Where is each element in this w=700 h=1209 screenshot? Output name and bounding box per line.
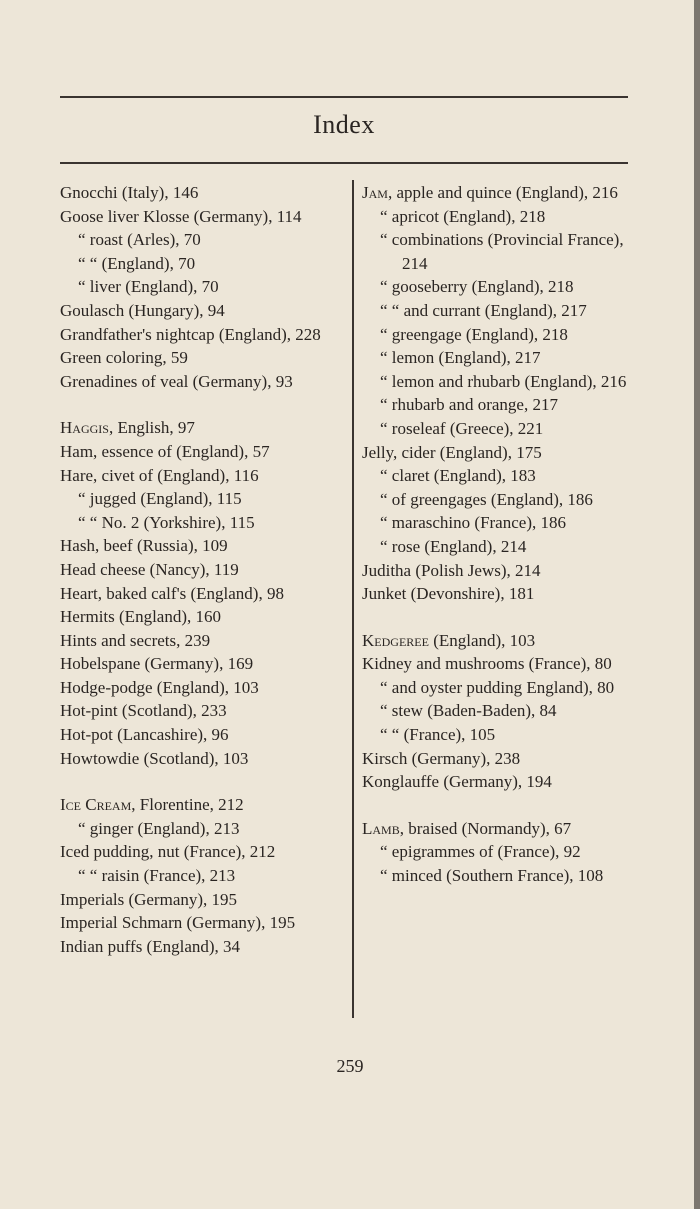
index-entry — [60, 629, 344, 653]
section-gap — [362, 606, 634, 629]
entry-text: “ rhubarb and orange, 217 — [380, 395, 558, 415]
entry-text: “ “ No. 2 (Yorkshire), 115 — [78, 512, 255, 532]
entry-text: Howtowdie (Scotland), 103 — [60, 748, 249, 768]
index-entry — [380, 323, 634, 347]
index-entry — [78, 511, 344, 535]
index-entry — [380, 393, 634, 417]
index-entry — [362, 652, 634, 676]
title-rule — [60, 162, 628, 164]
entry-text: “ ginger (England), 213 — [78, 818, 240, 838]
top-rule — [60, 96, 628, 98]
page-edge-shadow — [694, 0, 700, 1209]
index-entry — [60, 676, 344, 700]
entry-text: “ rose (England), 214 — [380, 536, 527, 556]
index-entry — [380, 676, 634, 700]
index-entry — [60, 747, 344, 771]
entry-lead-word: Jam — [362, 183, 388, 202]
index-entry — [380, 346, 634, 370]
entry-text: Hobelspane (Germany), 169 — [60, 654, 254, 674]
index-entry — [362, 181, 634, 205]
page-number: 259 — [336, 1056, 364, 1076]
entry-text: Hodge-podge (England), 103 — [60, 677, 259, 697]
entry-text: “ roseleaf (Greece), 221 — [380, 418, 544, 438]
entry-text: “ maraschino (France), 186 — [380, 513, 566, 533]
entry-text: “ “ raisin (France), 213 — [78, 866, 236, 886]
index-entry — [60, 605, 344, 629]
index-entry — [60, 299, 344, 323]
entry-text: “ apricot (England), 218 — [380, 206, 546, 226]
entry-text: “ liver (England), 70 — [78, 277, 219, 297]
index-entry — [380, 370, 634, 394]
index-entry — [362, 817, 634, 841]
entry-text: Hot-pint (Scotland), 233 — [60, 701, 227, 721]
entry-text: Konglauffe (Germany), 194 — [362, 772, 552, 792]
index-entry — [78, 252, 344, 276]
entry-lead-word: Lamb — [362, 818, 400, 838]
entry-text: “ combinations (Provincial France), 214 — [380, 230, 624, 273]
section-gap — [362, 794, 634, 817]
entry-text: Hints and secrets, 239 — [60, 630, 211, 650]
entry-text: “ claret (England), 183 — [380, 466, 536, 486]
entry-text: Green coloring, 59 — [60, 348, 188, 368]
index-entry — [60, 464, 344, 488]
entry-text: , apple and quince (England), 216 — [387, 183, 618, 202]
index-entry — [380, 275, 634, 299]
entry-text: Grandfather's nightcap (England), 228 — [60, 324, 321, 344]
index-entry — [380, 840, 634, 864]
index-entry — [78, 275, 344, 299]
entry-text: “ stew (Baden-Baden), 84 — [380, 701, 557, 721]
index-entry — [380, 511, 634, 535]
index-entry — [60, 205, 344, 229]
index-entry — [380, 488, 634, 512]
entry-text: (England), 103 — [428, 630, 536, 650]
index-entry — [60, 911, 344, 935]
entry-text: Imperials (Germany), 195 — [60, 889, 238, 909]
entry-lead-word: Kedgeree — [362, 630, 429, 650]
entry-text: Hermits (England), 160 — [60, 607, 221, 627]
entry-text: Grenadines of veal (Germany), 93 — [60, 371, 293, 391]
entry-text: Ham, essence of (England), 57 — [60, 441, 270, 461]
index-entry — [60, 699, 344, 723]
index-entry — [362, 770, 634, 794]
entry-text: Kirsch (Germany), 238 — [362, 748, 521, 768]
index-entry — [362, 582, 634, 606]
entry-text: Hare, civet of (England), 116 — [60, 465, 259, 485]
index-column-left — [60, 181, 344, 958]
index-entry — [60, 346, 344, 370]
entry-text: “ epigrammes of (France), 92 — [380, 842, 581, 862]
entry-text: Junket (Devonshire), 181 — [362, 584, 535, 604]
entry-text: , English, 97 — [108, 418, 195, 438]
index-entry — [60, 181, 344, 205]
entry-text: Gnocchi (Italy), 146 — [60, 183, 199, 202]
entry-text: Goulasch (Hungary), 94 — [60, 300, 225, 320]
index-entry — [60, 723, 344, 747]
index-entry — [380, 723, 634, 747]
index-entry — [380, 699, 634, 723]
entry-text: “ and oyster pudding England), 80 — [380, 677, 615, 697]
index-entry — [78, 487, 344, 511]
index-entry — [380, 464, 634, 488]
entry-text: Hot-pot (Lancashire), 96 — [60, 725, 229, 745]
section-gap — [60, 393, 344, 416]
index-entry — [78, 228, 344, 252]
index-entry — [60, 416, 344, 440]
index-entry — [78, 864, 344, 888]
entry-text: “ greengage (England), 218 — [380, 324, 568, 344]
entry-text: “ of greengages (England), 186 — [380, 489, 593, 509]
page-title: Index — [313, 110, 375, 139]
entry-text: “ minced (Southern France), 108 — [380, 866, 604, 886]
index-entry — [380, 205, 634, 229]
entry-text: Goose liver Klosse (Germany), 114 — [60, 206, 302, 226]
entry-text: “ jugged (England), 115 — [78, 489, 242, 509]
index-entry — [60, 582, 344, 606]
index-column-right — [362, 181, 634, 888]
index-entry — [380, 864, 634, 888]
index-entry — [60, 534, 344, 558]
entry-text: , braised (Normandy), 67 — [399, 818, 572, 838]
entry-lead-word: Ice Cream — [60, 795, 132, 815]
index-entry — [380, 535, 634, 559]
index-entry — [60, 323, 344, 347]
entry-text: Hash, beef (Russia), 109 — [60, 536, 228, 556]
entry-text: , Florentine, 212 — [131, 795, 244, 815]
index-entry — [380, 417, 634, 441]
index-entry — [60, 652, 344, 676]
index-entry — [60, 935, 344, 959]
entry-text: “ “ (France), 105 — [380, 725, 496, 745]
entry-text: Imperial Schmarn (Germany), 195 — [60, 913, 296, 933]
entry-text: “ “ (England), 70 — [78, 253, 196, 273]
section-gap — [60, 770, 344, 793]
entry-text: Kidney and mushrooms (France), 80 — [362, 654, 612, 674]
entry-text: Head cheese (Nancy), 119 — [60, 559, 239, 579]
index-entry — [362, 559, 634, 583]
entry-lead-word: Haggis — [60, 418, 109, 438]
index-entry — [380, 228, 634, 275]
index-entry — [362, 441, 634, 465]
entry-text: “ lemon and rhubarb (England), 216 — [380, 371, 627, 391]
column-divider — [352, 180, 354, 1018]
index-entry — [60, 370, 344, 394]
index-entry — [78, 817, 344, 841]
index-entry — [362, 629, 634, 653]
entry-text: Heart, baked calf's (England), 98 — [60, 583, 284, 603]
index-entry — [60, 558, 344, 582]
index-entry — [60, 440, 344, 464]
entry-text: Iced pudding, nut (France), 212 — [60, 842, 276, 862]
entry-text: “ gooseberry (England), 218 — [380, 277, 574, 297]
entry-text: “ “ and currant (England), 217 — [380, 300, 587, 320]
entry-text: “ roast (Arles), 70 — [78, 230, 201, 250]
index-entry — [60, 888, 344, 912]
entry-text: Indian puffs (England), 34 — [60, 936, 241, 956]
entry-text: “ lemon (England), 217 — [380, 348, 541, 368]
entry-text: Juditha (Polish Jews), 214 — [362, 560, 541, 580]
entry-text: Jelly, cider (England), 175 — [362, 442, 542, 462]
index-entry — [60, 840, 344, 864]
index-entry — [362, 747, 634, 771]
index-entry — [60, 793, 344, 817]
index-entry — [380, 299, 634, 323]
